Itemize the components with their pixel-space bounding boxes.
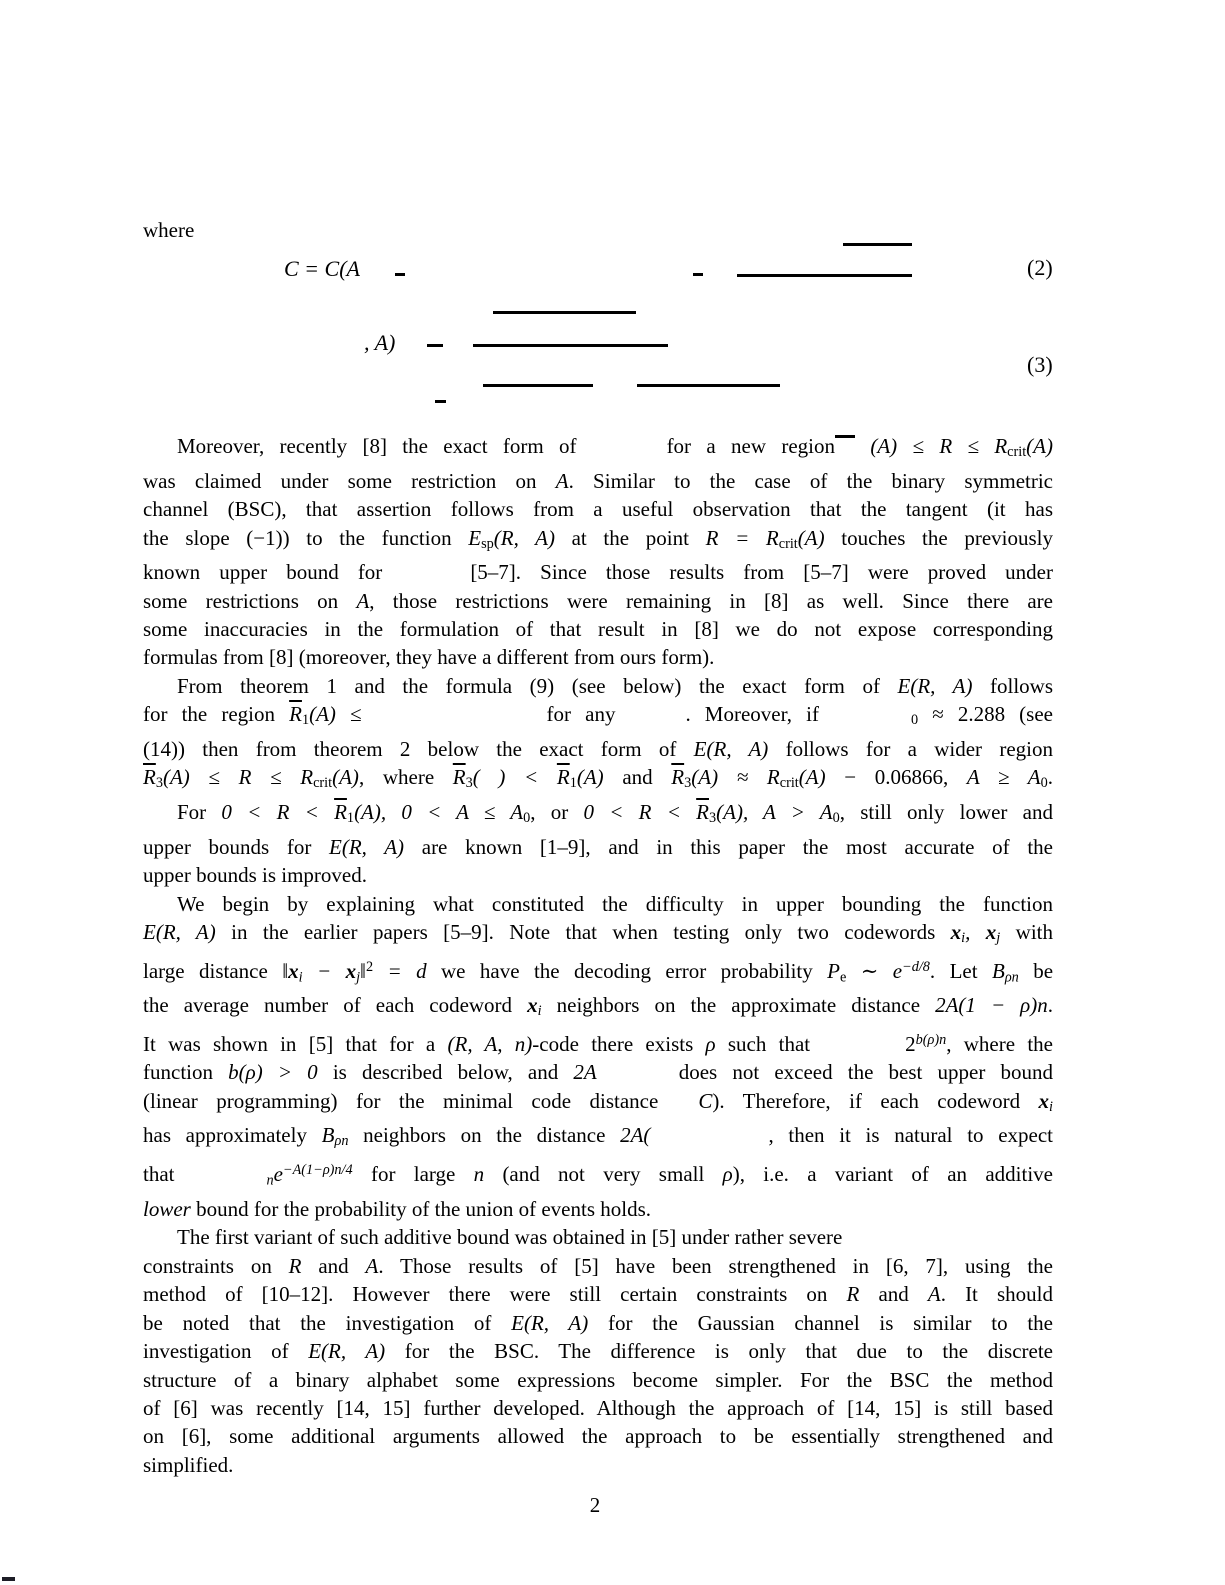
text-segment: 3	[155, 775, 163, 792]
text-line	[143, 1087, 1053, 1122]
text-segment: 0 < R <	[221, 800, 335, 824]
text-gap	[382, 578, 470, 579]
text-segment: lower	[143, 1196, 191, 1221]
text-segment: (A)	[798, 765, 826, 790]
text-segment: i	[537, 1003, 542, 1020]
text-segment: −d/8	[902, 958, 930, 975]
text-line	[143, 1058, 1053, 1086]
text-segment: such that	[715, 1031, 811, 1056]
equation-3-lhs: , A)	[364, 330, 396, 355]
text-segment: , or	[530, 800, 584, 824]
text-segment: From theorem 1 and the formula (9) (see below) the exact form of	[177, 673, 898, 698]
text-segment: (A)	[332, 765, 359, 790]
text-segment: for the region	[143, 702, 290, 727]
text-segment: $\overline{R}$	[452, 765, 466, 790]
text-line	[143, 1026, 1053, 1059]
text-segment: (A)	[576, 765, 604, 790]
text-gap	[143, 818, 177, 819]
text-segment: . Those results of [5] have been strengthened in [6, 7], using the	[378, 1253, 1054, 1278]
text-segment: x	[950, 919, 962, 944]
text-segment: A	[555, 468, 569, 493]
text-line	[143, 890, 1053, 918]
text-gap	[615, 720, 685, 721]
text-line	[143, 918, 1053, 953]
text-segment: A ≥ A	[966, 765, 1041, 790]
text-line	[143, 524, 1053, 559]
text-segment: E(R, A)	[143, 919, 216, 944]
text-segment: has approximately	[143, 1123, 322, 1148]
text-segment: method of [10–12]. However there were still certain constraints on	[143, 1282, 847, 1307]
text-line	[143, 735, 1053, 763]
text-segment: j	[356, 968, 361, 985]
text-segment: j	[996, 930, 1001, 947]
text-segment: n	[473, 1162, 485, 1187]
text-segment: $\overline{R}$	[696, 800, 709, 824]
text-line	[143, 1422, 1053, 1450]
text-segment: , where the	[946, 1031, 1053, 1056]
text-segment: (A) ≈ R	[691, 765, 780, 790]
text-segment: E(R, A)	[897, 673, 973, 698]
text-segment: It was shown in [5] that for a	[143, 1031, 448, 1056]
text-segment: some restrictions on	[143, 588, 357, 613]
text-segment: E(R, A)	[693, 736, 769, 761]
text-gap	[810, 1050, 905, 1051]
page-number: 2	[589, 1493, 601, 1517]
text-segment: sp	[481, 535, 494, 552]
text-segment: be noted that the investigation of	[143, 1310, 512, 1335]
paragraph	[143, 1223, 1053, 1479]
text-segment: E(R, A)	[329, 834, 405, 859]
text-line	[143, 1121, 1053, 1156]
text-segment: 3	[708, 810, 717, 827]
text-segment: b(ρ)n	[915, 1031, 947, 1048]
text-line	[143, 558, 1053, 586]
text-line	[143, 833, 1053, 861]
text-segment: ‖	[360, 958, 366, 983]
minus-sign	[395, 273, 405, 276]
overline-bar	[483, 384, 593, 387]
text-segment: we have the decoding error probability	[426, 958, 828, 983]
text-segment: $\overline{R}$	[334, 800, 347, 824]
text-segment: A	[356, 588, 370, 613]
text-line	[143, 1337, 1053, 1365]
text-segment: x	[985, 919, 997, 944]
text-segment: i	[1049, 1099, 1053, 1116]
text-segment: x	[288, 958, 299, 983]
text-segment: the slope (−1)) to the function	[143, 525, 469, 550]
overline-bar	[843, 243, 912, 246]
text-segment: 2A(	[620, 1123, 651, 1148]
equation-2-lhs: C = C(A	[284, 256, 360, 281]
text-segment: for the BSC. The difference is only that due to the discrete	[385, 1339, 1053, 1364]
text-segment: function	[143, 1060, 229, 1085]
text-line	[143, 991, 1053, 1026]
body-text	[143, 432, 1053, 1479]
text-segment: on [6], some additional arguments allowed the approach to be essentially strengthened and	[143, 1424, 1053, 1449]
text-segment: ( ) <	[472, 765, 557, 790]
text-segment: ∼ e	[846, 958, 903, 983]
text-segment: C	[698, 1088, 713, 1113]
text-segment: some inaccuracies in the formulation of that result in [8] we do not expose corresponding	[143, 617, 1053, 641]
text-line	[143, 1223, 1053, 1251]
text-line	[143, 643, 1053, 671]
text-segment: b(ρ) > 0	[228, 1060, 318, 1085]
text-segment: for large	[352, 1162, 474, 1187]
text-segment: was claimed under some restriction on	[143, 468, 556, 493]
text-gap	[143, 452, 177, 453]
text-segment: . Moreover, if	[685, 702, 819, 727]
text-segment: For	[177, 800, 222, 824]
text-segment: structure of a binary alphabet some expressions become simpler. For the BSC the method	[143, 1367, 1053, 1392]
text-segment: ρn	[334, 1133, 349, 1150]
text-gap	[143, 1243, 177, 1244]
text-segment: A	[927, 1282, 941, 1307]
text-segment: for a new region	[666, 434, 835, 458]
text-line	[143, 1366, 1053, 1394]
text-segment: -code there exists	[532, 1031, 706, 1056]
text-segment: 0	[832, 810, 840, 827]
fraction-bar	[473, 344, 668, 347]
text-gap	[143, 910, 177, 911]
text-segment: neighbors on the distance	[348, 1123, 621, 1148]
text-segment: 3	[465, 775, 473, 792]
text-segment: crit	[1007, 444, 1027, 461]
text-segment: x	[345, 958, 357, 983]
text-segment: 0	[1040, 775, 1048, 792]
text-segment: investigation of	[143, 1339, 309, 1364]
text-gap	[597, 1078, 679, 1079]
text-segment: for the Gaussian channel is similar to the	[588, 1310, 1053, 1335]
text-segment: , where	[358, 765, 453, 790]
text-segment: 0	[523, 810, 531, 827]
text-segment: , those restrictions were remaining in [8] as well. Since there are	[369, 588, 1053, 613]
text-line	[143, 700, 1053, 735]
text-segment: B	[321, 1123, 335, 1148]
text-segment: (R, A)	[493, 525, 555, 550]
text-segment: −	[302, 958, 346, 983]
text-segment: is described below, and	[317, 1060, 574, 1085]
where-label: where	[143, 218, 195, 242]
text-gap	[577, 452, 667, 453]
text-segment: [5–7]. Since those results from [5–7] were proved under	[470, 560, 1053, 585]
text-line	[143, 1156, 1053, 1195]
text-gap	[650, 1141, 768, 1142]
text-segment: R	[288, 1253, 302, 1278]
text-segment: formulas from [8] (moreover, they have a different from ours form).	[143, 645, 715, 670]
text-line	[143, 432, 1053, 467]
text-segment: , still only lower and	[839, 800, 1053, 824]
text-segment: E	[468, 525, 482, 550]
text-segment: constraints on	[143, 1253, 289, 1278]
text-segment: channel (BSC), that assertion follows from a useful observation that the tangent (it has	[143, 497, 1053, 522]
text-segment: n	[266, 1172, 274, 1189]
text-segment: We begin by explaining what constituted the difficulty in upper bounding the function	[177, 891, 1053, 916]
text-segment: at the point	[554, 525, 706, 550]
text-gap	[819, 720, 911, 721]
text-line	[143, 953, 1053, 992]
text-segment: 3	[684, 775, 692, 792]
text-segment: i	[961, 930, 966, 947]
text-segment: e	[839, 968, 847, 985]
equation-2-number: (2)	[1027, 255, 1053, 280]
text-segment: −A(1−ρ)n/4	[282, 1162, 353, 1179]
text-segment: neighbors on the approximate distance	[541, 993, 936, 1018]
text-line	[143, 587, 1053, 615]
text-segment: (A), 0 < A ≤ A	[354, 800, 524, 824]
text-segment: (linear programming) for the minimal code distance	[143, 1088, 659, 1113]
text-line	[143, 1394, 1053, 1422]
text-segment: in the earlier papers [5–9]. Note that when testing only two codewords	[215, 919, 951, 944]
text-line	[143, 1451, 1053, 1479]
text-segment: . Similar to the case of the binary symmetric	[568, 468, 1054, 493]
minus-sign	[693, 273, 703, 276]
text-line	[143, 495, 1053, 523]
text-gap	[143, 692, 177, 693]
paragraph	[143, 890, 1053, 1224]
text-segment: of [6] was recently [14, 15] further developed. Although the approach of [14, 15] is still based	[143, 1395, 1053, 1420]
text-segment: $\overline{R}$	[556, 765, 570, 790]
text-segment: (R, A, n)	[447, 1031, 533, 1056]
text-segment: 1	[301, 712, 310, 729]
minus-sign	[427, 344, 443, 347]
text-segment: large distance ‖	[143, 958, 289, 983]
text-segment: $\overline{R}$	[289, 702, 302, 727]
text-line	[143, 763, 1053, 798]
text-line	[143, 467, 1053, 495]
text-segment: and	[859, 1282, 928, 1307]
fraction-bar	[737, 274, 912, 277]
text-segment: 0 < R <	[583, 800, 697, 824]
scan-artifact-mark	[2, 1577, 15, 1581]
text-segment: 2	[365, 958, 374, 975]
text-segment: are known [1–9], and in this paper the most accurate of the	[404, 834, 1053, 859]
text-segment: crit	[778, 535, 798, 552]
text-segment: touches the previously	[824, 525, 1054, 550]
text-segment: upper bounds is improved.	[143, 863, 367, 888]
text-segment: ). Therefore, if each codeword	[712, 1088, 1039, 1113]
text-segment: (A) ≤ R ≤ R	[855, 434, 1008, 458]
text-gap	[175, 1180, 267, 1181]
text-segment: P	[827, 958, 840, 983]
text-segment: bound for the probability of the union of events holds.	[190, 1196, 652, 1221]
text-segment: ), i.e. a variant of an additive	[732, 1162, 1053, 1187]
text-line	[143, 672, 1053, 700]
text-segment: . It should	[940, 1282, 1053, 1307]
text-segment: 2A	[573, 1060, 597, 1085]
text-segment: ρ	[705, 1031, 716, 1056]
text-segment: for any	[546, 702, 616, 727]
text-segment: ≈ 2.288 (see	[918, 702, 1053, 727]
text-segment: A	[365, 1253, 379, 1278]
text-segment: (and not very small	[484, 1162, 723, 1187]
overline-bar	[493, 311, 636, 314]
text-segment: e	[273, 1162, 283, 1187]
text-segment: ρn	[1004, 968, 1019, 985]
text-segment: the average number of each codeword	[143, 993, 528, 1018]
text-segment: (A)	[1026, 434, 1053, 458]
text-segment: x	[527, 993, 538, 1018]
minus-sign	[435, 400, 446, 403]
text-line	[143, 1280, 1053, 1308]
text-segment: The first variant of such additive bound was obtained in [5] under rather severe	[177, 1225, 843, 1250]
text-segment: x	[1038, 1088, 1050, 1113]
text-segment: does not exceed the best upper bound	[678, 1060, 1053, 1085]
text-segment: R = R	[705, 525, 779, 550]
text-segment: simplified.	[143, 1452, 234, 1477]
text-segment: ,	[965, 919, 986, 944]
text-segment: − 0.06866,	[825, 765, 967, 790]
text-segment: .	[1047, 993, 1053, 1018]
overline-mark	[835, 435, 855, 438]
text-segment: 0	[910, 712, 919, 729]
text-segment: (A)	[797, 525, 825, 550]
text-segment: be	[1018, 958, 1054, 983]
text-segment: with	[1000, 919, 1053, 944]
text-segment: ρ	[722, 1162, 733, 1187]
text-line	[143, 615, 1053, 643]
text-line	[143, 798, 1053, 833]
text-segment: (A) ≤	[309, 702, 362, 727]
text-line	[143, 1252, 1053, 1280]
text-segment: follows	[972, 673, 1054, 698]
text-gap	[658, 1107, 698, 1108]
text-segment: (A) ≤ R ≤ R	[162, 765, 314, 790]
text-segment: crit	[313, 775, 333, 792]
text-segment: i	[298, 968, 303, 985]
text-segment: (14)) then from theorem 2 below the exact form of	[143, 736, 694, 761]
text-segment: $\overline{R}$	[671, 765, 685, 790]
text-segment: upper bounds for	[143, 834, 330, 859]
text-segment: and	[301, 1253, 366, 1278]
overline-bar	[637, 384, 780, 387]
paragraph	[143, 432, 1053, 672]
paragraph	[143, 672, 1053, 798]
text-segment: B	[991, 958, 1005, 983]
text-segment: follows for a wider region	[768, 736, 1053, 761]
paragraph	[143, 798, 1053, 890]
text-segment: 2	[905, 1031, 916, 1056]
text-segment: R	[846, 1282, 860, 1307]
text-segment: . Let	[929, 958, 992, 983]
text-line	[143, 1195, 1053, 1223]
text-segment: crit	[779, 775, 799, 792]
text-segment: E(R, A)	[511, 1310, 589, 1335]
text-segment: 1	[346, 810, 355, 827]
text-segment: $\overline{R}$	[143, 765, 156, 790]
text-segment: E(R, A)	[308, 1339, 386, 1364]
text-segment: Moreover, recently [8] the exact form of	[177, 434, 577, 458]
text-segment: and	[603, 765, 672, 790]
equation-3-number: (3)	[1027, 352, 1053, 377]
text-segment: 2A(1 − ρ)n	[935, 993, 1048, 1018]
text-segment: known upper bound for	[143, 560, 383, 585]
text-line	[143, 1309, 1053, 1337]
text-gap	[362, 720, 547, 721]
text-segment: (A), A > A	[716, 800, 833, 824]
text-segment: 1	[569, 775, 577, 792]
text-segment: = d	[373, 958, 427, 983]
text-segment: .	[1047, 765, 1053, 790]
text-line	[143, 861, 1053, 889]
text-segment: , then it is natural to expect	[768, 1123, 1053, 1148]
text-segment: that	[143, 1162, 175, 1187]
